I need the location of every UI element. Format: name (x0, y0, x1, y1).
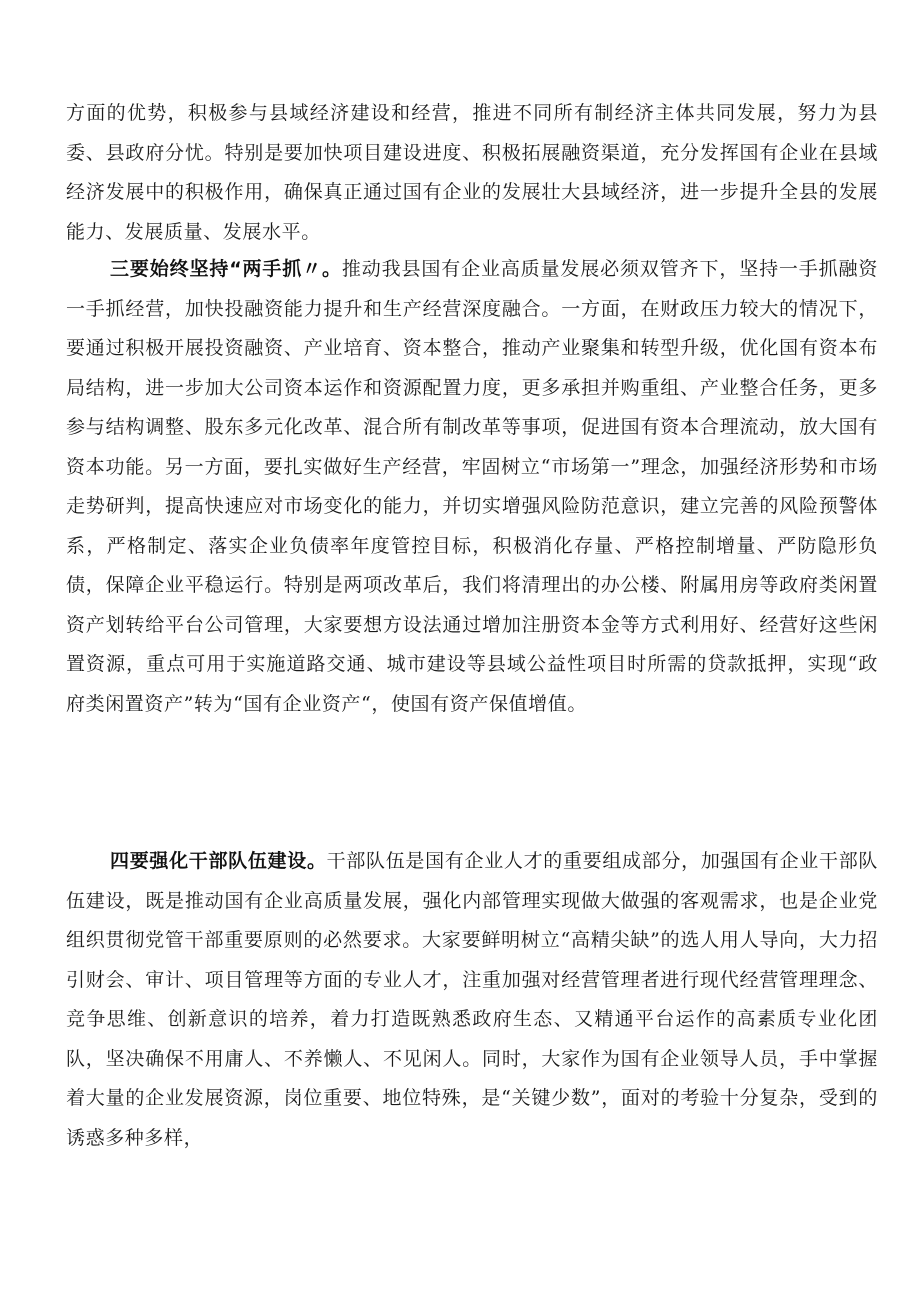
paragraph-1-text: 方面的优势，积极参与县域经济建设和经营，推进不同所有制经济主体共同发展，努力为县委、县政府分忧。特别是要加快项目建设进度、积极拓展融资渠道，充分发挥国有企业在县域经济发展中的积极作用，确保真正通过国有企业的发展壮大县域经济，进一步提升全县的发展能力、发展质量、发展水平。 (66, 102, 878, 243)
paragraph-2-heading: 三要始终坚持“两手抓〃。 (110, 258, 342, 280)
paragraph-3-heading: 四要强化干部队伍建设。 (110, 850, 327, 872)
paragraph-3-text: 干部队伍是国有企业人才的重要组成部分，加强国有企业干部队伍建设，既是推动国有企业高质量发展，强化内部管理实现做大做强的客观需求，也是企业党组织贯彻党管干部重要原则的必然要求。大家要鲜明树立“高精尖缺”的选人用人导向，大力招引财会、审计、项目管理等方面的专业人才，注重加强对经营管理者进行现代经营管理理念、竞争思维、创新意识的培养，着力打造既熟悉政府生态、又精通平台运作的高素质专业化团队，坚决确保不用庸人、不养懒人、不见闲人。同时，大家作为国有企业领导人员，手中掌握着大量的企业发展资源，岗位重要、地位特殊，是“关键少数”，面对的考验十分复杂，受到的诱惑多种多样， (66, 850, 878, 1149)
paragraph-3 (66, 842, 878, 1158)
paragraph-four-requirement (66, 842, 878, 1158)
paragraph-2 (66, 250, 878, 724)
paragraph-continued (66, 94, 878, 252)
paragraph-2-text: 推动我县国有企业高质量发展必须双管齐下，坚持一手抓融资一手抓经营，加快投融资能力提升和生产经营深度融合。一方面，在财政压力较大的情况下，要通过积极开展投资融资、产业培育、资本整合，推动产业聚集和转型升级，优化国有资本布局结构，进一步加大公司资本运作和资源配置力度，更多承担并购重组、产业整合任务，更多参与结构调整、股东多元化改革、混合所有制改革等事项，促进国有资本合理流动，放大国有资本功能。另一方面，要扎实做好生产经营，牢固树立“市场第一”理念，加强经济形势和市场走势研判，提高快速应对市场变化的能力，并切实增强风险防范意识，建立完善的风险预警体系，严格制定、落实企业负债率年度管控目标，积极消化存量、严格控制增量、严防隐形负债，保障企业平稳运行。特别是两项改革后，我们将清理出的办公楼、附属用房等政府类闲置资产划转给平台公司管理，大家要想方设法通过增加注册资本金等方式利用好、经营好这些闲置资源，重点可用于实施道路交通、城市建设等县域公益性项目时所需的贷款抵押，实现“政府类闲置资产”转为“国有企业资产“，使国有资产保值增值。 (66, 258, 878, 715)
paragraph-three-requirement (66, 250, 878, 724)
